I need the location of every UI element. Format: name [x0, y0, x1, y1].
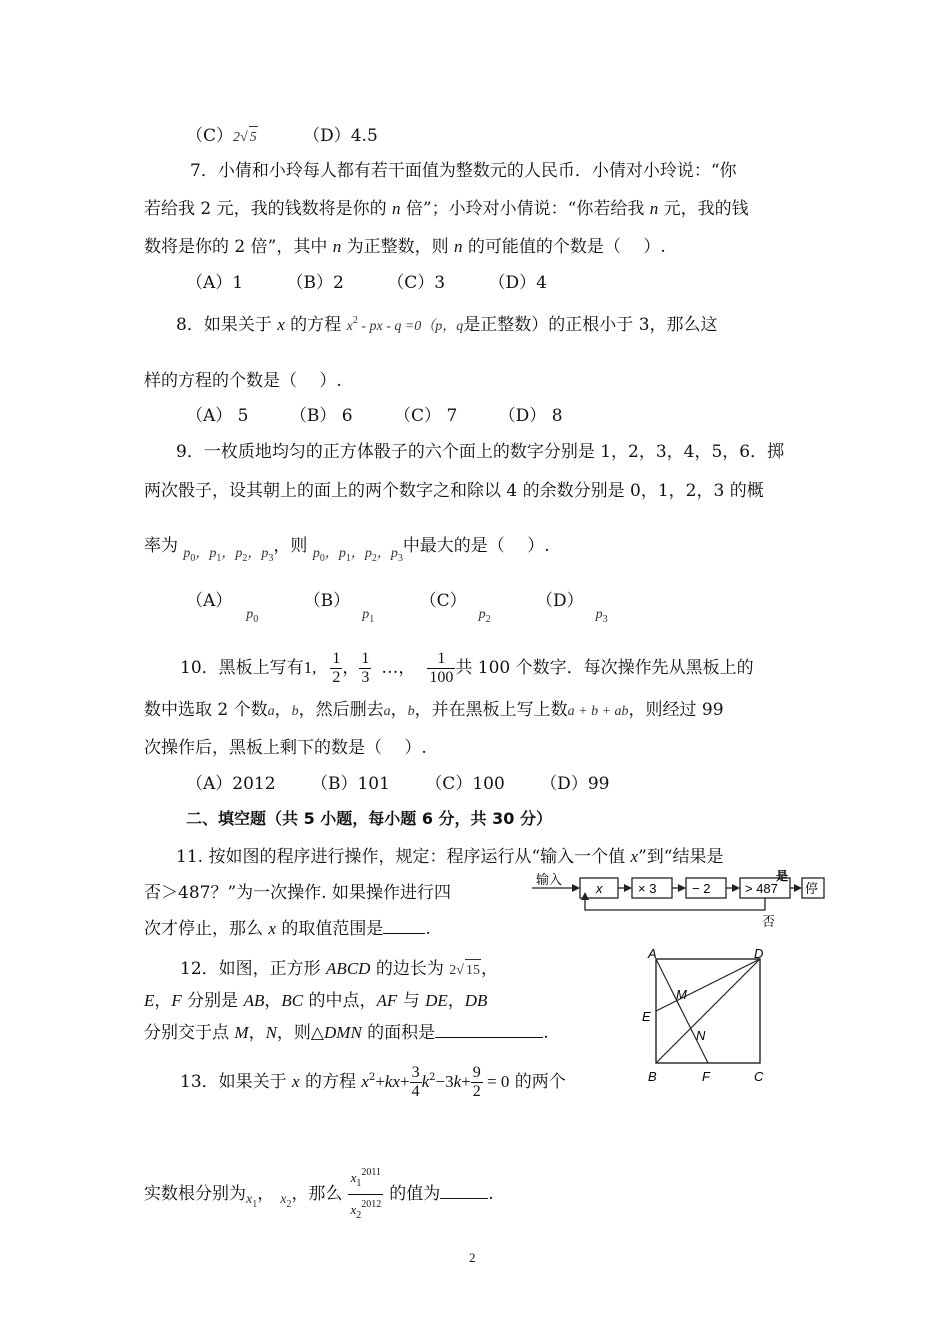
q10-frac-half: $\frac{1}{2}$ — [332, 650, 341, 686]
q8-option-d: （D） 8 — [498, 406, 563, 426]
svg-text:B: B — [648, 1069, 657, 1084]
q12-square-figure — [640, 945, 770, 1090]
q9-option-c: （C） — [419, 591, 467, 611]
q11-line2: 否＞487？”为一次操作. 如果操作进行四 — [144, 883, 451, 903]
q10-frac-third: $\frac{1}{3}$ — [361, 650, 370, 686]
q8-line2: 样的方程的个数是（ ）. — [144, 371, 342, 391]
q12-line3: 分别交于点 M，N，则△DMN 的面积是 . — [144, 1023, 549, 1043]
q13-line1: 13．如果关于 x 的方程 $x^2+kx+$ $\frac{3}{4}$ $k^2-3k+$ $\frac{9}{2}$ = 0 的两个 — [180, 1064, 566, 1100]
q9-line3: 率为 $_{p_0,p_1,p_2,p_3}$，则 $_{p_0,p_1,p_2,p_3}$中最大的是（ ）. — [144, 536, 550, 564]
svg-text:> 487: > 487 — [745, 881, 778, 896]
q13-frac-9-2: $\frac{9}{2}$ — [472, 1064, 481, 1100]
q9-option-d: （D） — [536, 591, 584, 611]
q7-option-b: （B）2 — [286, 273, 344, 293]
segment-af — [656, 959, 708, 1063]
q8-option-b: （B） 6 — [289, 406, 353, 426]
diagonal-db — [656, 959, 760, 1063]
q11-answer-blank[interactable] — [383, 933, 425, 934]
q10-line3: 次操作后，黑板上剩下的数是（ ）. — [144, 738, 427, 758]
q6-option-c: （C） — [186, 126, 234, 146]
q12-line2: E，F 分别是 AB，BC 的中点，AF 与 DE，DB — [144, 991, 488, 1011]
q6-option-d: （D）4.5 — [303, 126, 378, 146]
q11-line3: 次才停止，那么 x 的取值范围是 . — [144, 919, 431, 939]
q7-option-d: （D）4 — [488, 273, 547, 293]
q10-line2: 数中选取 2 个数a，b，然后删去a，b，并在黑板上写上数a + b + ab，则经过 99 — [144, 700, 724, 720]
svg-text:− 2: − 2 — [692, 881, 711, 896]
q8-option-c: （C） 7 — [394, 406, 458, 426]
q12-line1: 12．如图，正方形 ABCD 的边长为 2√ 15， — [180, 958, 498, 982]
svg-text:x: x — [596, 881, 603, 896]
page-number: 2 — [469, 1250, 476, 1265]
q12-radicand: 15 — [465, 959, 481, 982]
svg-text:停: 停 — [805, 881, 819, 896]
q10-options — [186, 773, 609, 795]
svg-text:E: E — [642, 1009, 651, 1024]
q9-options: $(A)_{p_0}$ $(B)_{p_1}$ $(C)_{p_2}$ $(D)_{p_3}$ — [186, 591, 608, 625]
q13-ratio-fraction: $\frac{x_1^{2011}}{x_2^{2012}}$ — [348, 1163, 383, 1226]
q10-frac-hundredth: $\frac{1}{100}$ — [429, 650, 454, 686]
q10-option-a: （A）2012 — [186, 774, 276, 794]
q12-answer-blank[interactable] — [435, 1037, 543, 1038]
q6-options: （C）2√ 5 （D）4.5 — [186, 125, 378, 149]
section-title-fill-in: 二、填空题（共 5 小题，每小题 6 分，共 30 分） — [186, 809, 552, 828]
q8-line1: 8．如果关于 x 的方程 $x^2$ - px - q =0（p，q是正整数）的正根小于 3，那么这 — [176, 315, 718, 335]
q9-option-b: （B） — [303, 591, 351, 611]
flow-input-label: 输入 — [536, 872, 563, 887]
svg-text:A: A — [648, 946, 657, 961]
svg-text:C: C — [754, 1069, 764, 1084]
svg-text:M: M — [676, 987, 687, 1002]
q7-line1: 7．小倩和小玲每人都有若干面值为整数元的人民币．小倩对小玲说：“你 — [190, 161, 737, 181]
flow-yes-label: 是 — [776, 869, 789, 883]
svg-text:× 3: × 3 — [638, 881, 657, 896]
q8-options — [186, 405, 563, 427]
q7-option-a: （A）1 — [186, 273, 244, 293]
q9-line1: 9．一枚质地均匀的正方体骰子的六个面上的数字分别是 1，2，3，4，5，6．掷 — [176, 442, 785, 462]
q7-options — [186, 272, 547, 294]
svg-text:F: F — [702, 1069, 710, 1084]
flow-no-label: 否 — [762, 914, 776, 929]
q7-line2: 若给我 2 元，我的钱数将是你的 n 倍”；小玲对小倩说：“你若给我 n 元，我的钱 — [144, 199, 749, 219]
flow-loop-arrow — [585, 898, 765, 910]
q13-line2: 实数根分别为$_{x_1}$， $_{x_2}$，那么 $\frac{x_1^{2011}}{x_2^{2012}}$ 的值为 . — [144, 1163, 494, 1226]
q10-option-c: （C）100 — [425, 774, 505, 794]
q6-option-c-coef: 2 — [233, 130, 241, 145]
q8-equation: - px - q =0（p，q — [357, 319, 464, 334]
q10-option-d: （D）99 — [540, 774, 610, 794]
q13-answer-blank[interactable] — [440, 1198, 488, 1199]
q11-line1: 11. 按如图的程序进行操作，规定：程序运行从“输入一个值 x”到“结果是 — [176, 847, 724, 867]
q13-frac-3-4: $\frac{3}{4}$ — [411, 1064, 420, 1100]
svg-text:D: D — [754, 946, 764, 961]
q10-expression: a + b + ab — [567, 704, 629, 719]
q10-line1: 10．黑板上写有1, $\frac{1}{2}$ ， $\frac{1}{3}$ …， $\frac{1}{100}$ 共 100 个数字．每次操作先从黑板上的 — [180, 650, 754, 686]
q6-option-c-radicand: 5 — [249, 126, 258, 149]
segment-de — [656, 959, 760, 1011]
svg-text:N: N — [696, 1028, 706, 1043]
q11-flowchart — [530, 868, 830, 932]
q7-option-c: （C）3 — [387, 273, 446, 293]
q10-option-b: （B）101 — [310, 774, 390, 794]
q9-option-a: （A） — [186, 591, 233, 611]
q7-line3: 数将是你的 2 倍”，其中 n 为正整数，则 n 的可能值的个数是（ ）. — [144, 237, 666, 257]
q9-line2: 两次骰子，设其朝上的面上的两个数字之和除以 4 的余数分别是 0，1，2，3 的概 — [144, 481, 764, 501]
q8-option-a: （A） 5 — [186, 406, 249, 426]
